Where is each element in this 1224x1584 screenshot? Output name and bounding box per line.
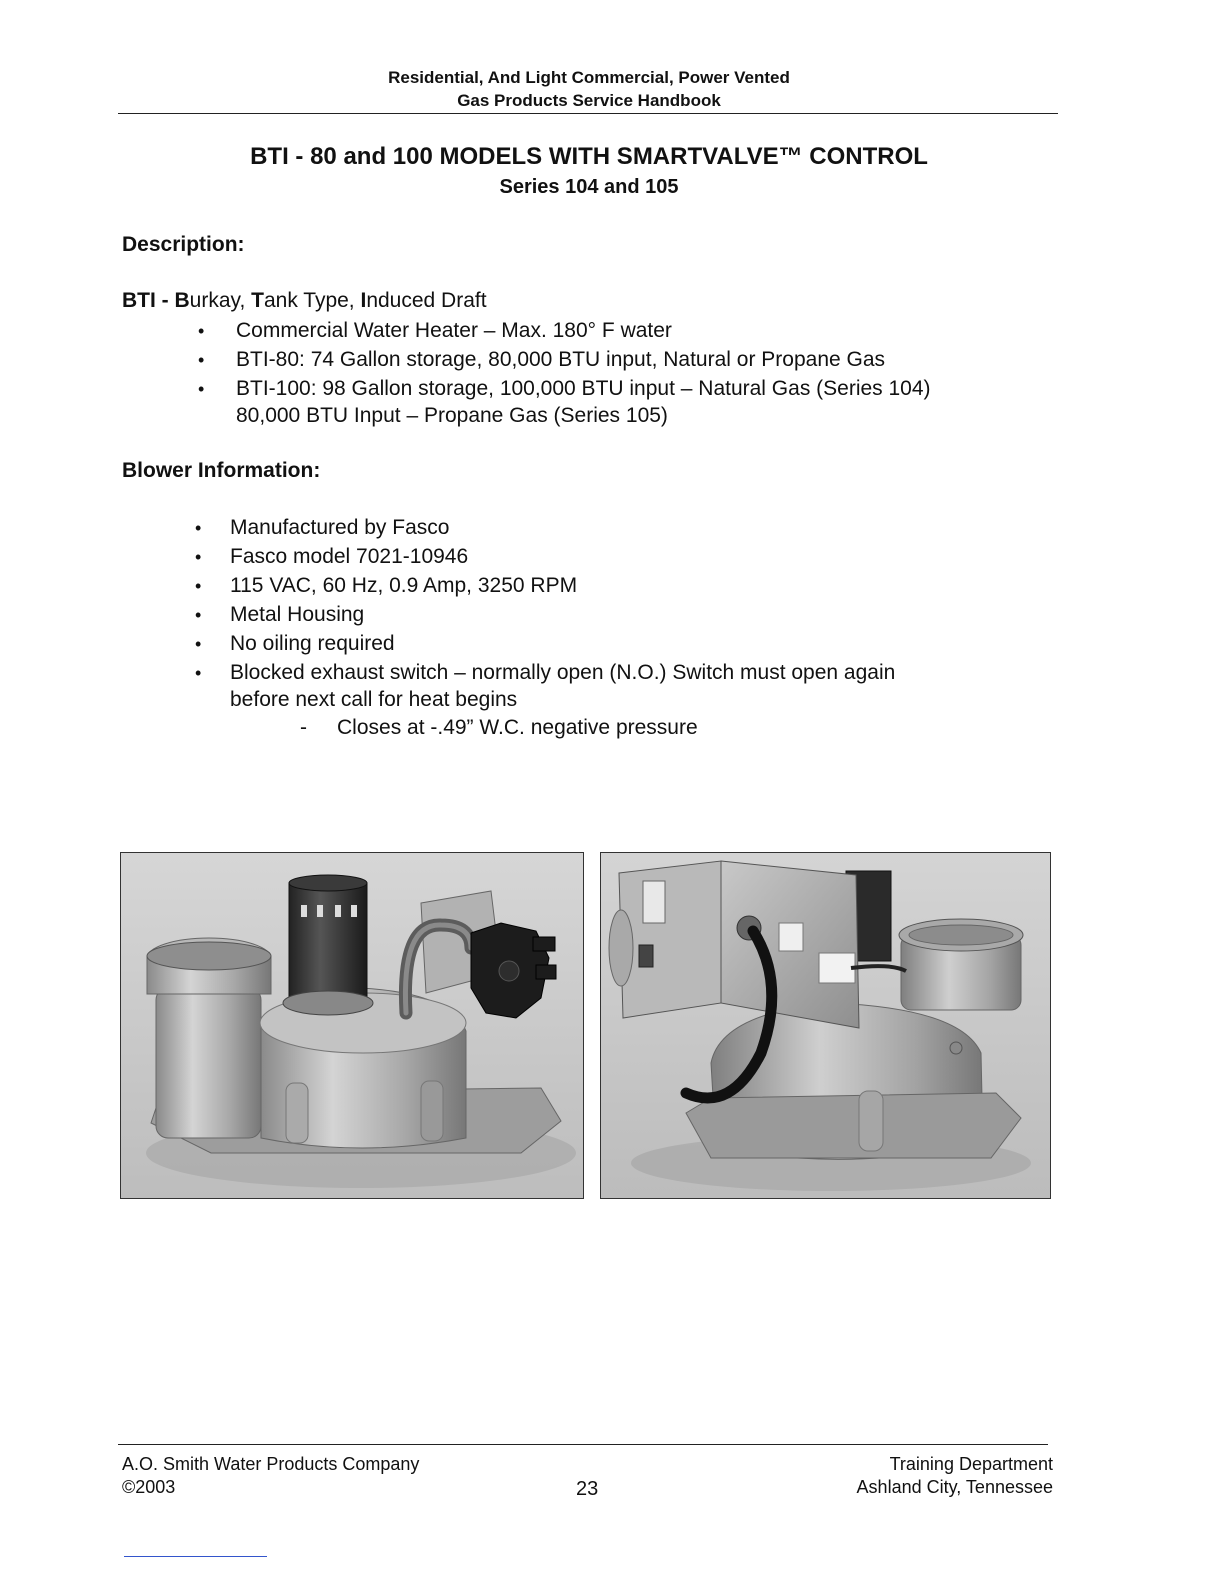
running-header bbox=[120, 66, 1058, 112]
footer-rule bbox=[118, 1444, 1048, 1445]
bti-definition bbox=[122, 287, 487, 315]
bullet-marker: • bbox=[195, 605, 202, 625]
footer-department: Training Department bbox=[889, 1454, 1053, 1474]
bullet-marker: • bbox=[195, 634, 202, 654]
page-subtitle: Series 104 and 105 bbox=[499, 176, 679, 198]
header-line-2: Gas Products Service Handbook bbox=[457, 91, 721, 110]
page-title: BTI - 80 and 100 MODELS WITH SMARTVALVE™ CONTROL bbox=[250, 143, 928, 170]
sub-item-dash: - bbox=[300, 716, 307, 739]
bti-word-induced: nduced Draft bbox=[366, 289, 487, 312]
blower-item: No oiling required bbox=[230, 632, 395, 655]
bullet-marker: • bbox=[198, 379, 205, 399]
bullet-marker: • bbox=[198, 321, 205, 341]
footer-company: A.O. Smith Water Products Company bbox=[122, 1454, 420, 1474]
blower-front-illustration bbox=[121, 853, 583, 1198]
footer-copyright: ©2003 bbox=[122, 1477, 176, 1497]
bti-letter-t: T bbox=[251, 289, 264, 312]
bti-word-tank: ank Type, bbox=[263, 289, 361, 312]
bottom-link-underline bbox=[124, 1556, 267, 1557]
blower-heading: Blower Information: bbox=[122, 459, 321, 482]
header-line-1: Residential, And Light Commercial, Power Vented bbox=[388, 68, 790, 87]
bti-prefix: BTI - bbox=[122, 289, 169, 312]
blower-item: Metal Housing bbox=[230, 603, 365, 626]
blower-photo-rear bbox=[600, 852, 1051, 1199]
bullet-marker: • bbox=[195, 518, 202, 538]
blower-rear-illustration bbox=[601, 853, 1050, 1198]
description-item: BTI-80: 74 Gallon storage, 80,000 BTU input, Natural or Propane Gas bbox=[236, 348, 886, 371]
bullet-marker: • bbox=[195, 576, 202, 596]
description-item: BTI-100: 98 Gallon storage, 100,000 BTU input – Natural Gas (Series 104) bbox=[236, 377, 931, 400]
blower-item: 115 VAC, 60 Hz, 0.9 Amp, 3250 RPM bbox=[230, 574, 578, 597]
bullet-marker: • bbox=[195, 547, 202, 567]
description-heading: Description: bbox=[122, 233, 245, 256]
blower-item: Manufactured by Fasco bbox=[230, 516, 450, 539]
description-item-continuation: 80,000 BTU Input – Propane Gas (Series 105) bbox=[236, 404, 668, 427]
blower-item: Blocked exhaust switch – normally open (N.O.) Switch must open again bbox=[230, 661, 896, 684]
blower-photo-front bbox=[120, 852, 584, 1199]
blower-item-continuation: before next call for heat begins bbox=[230, 688, 518, 711]
bti-word-burkay: urkay, bbox=[189, 289, 252, 312]
bti-letter-b: B bbox=[174, 289, 190, 312]
bti-letter-i: I bbox=[360, 289, 367, 312]
bullet-marker: • bbox=[195, 663, 202, 683]
blower-sub-item: Closes at -.49” W.C. negative pressure bbox=[337, 716, 698, 739]
footer-location: Ashland City, Tennessee bbox=[856, 1477, 1053, 1497]
bullet-marker: • bbox=[198, 350, 205, 370]
description-item: Commercial Water Heater – Max. 180° F water bbox=[236, 319, 672, 342]
page-number: 23 bbox=[576, 1478, 599, 1500]
header-rule bbox=[118, 113, 1058, 114]
blower-item: Fasco model 7021-10946 bbox=[230, 545, 469, 568]
